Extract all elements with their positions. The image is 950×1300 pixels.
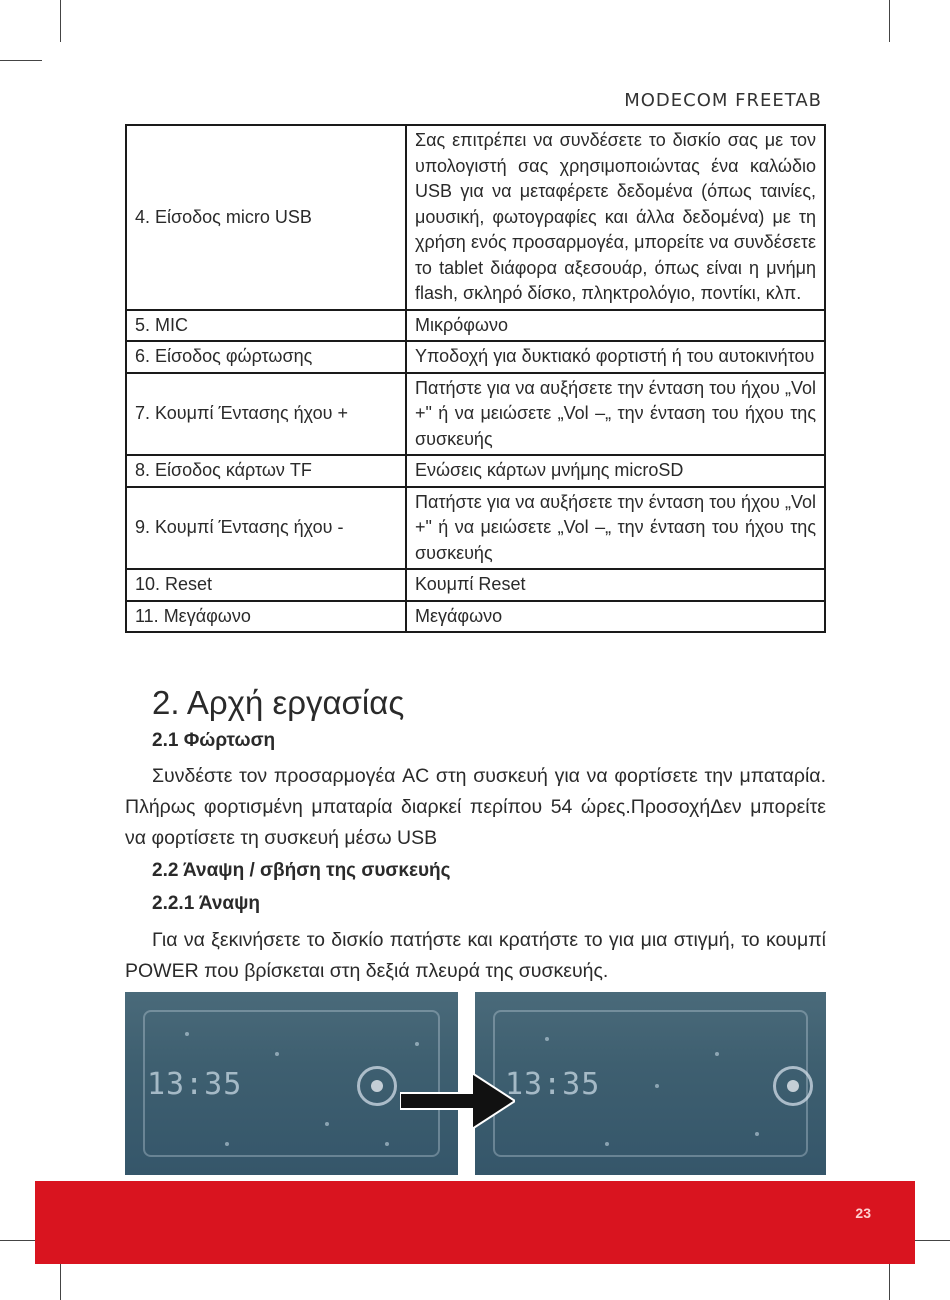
charging-paragraph: Συνδέστε τον προσαρμογέα AC στη συσκευή για να φορτίσετε την μπαταρία. Πλήρως φορτισμένη μπαταρία διαρκεί περίπου 54 ώρες.ΠροσοχήΔεν μπορείτε να φορτίσετε τη συσκευή μέσω USB	[125, 765, 826, 849]
table-row	[126, 569, 825, 601]
table-row	[126, 601, 825, 633]
row-description: Πατήστε για να αυξήσετε την ένταση του ήχου „Vol +" ή να μειώσετε „Vol –„ την ένταση του ήχου της συσκευής	[406, 373, 825, 456]
table-row	[126, 487, 825, 570]
row-label: 8. Είσοδος κάρτων TF	[126, 455, 406, 487]
row-description: Πατήστε για να αυξήσετε την ένταση του ήχου „Vol +" ή να μειώσετε „Vol –„ την ένταση του ήχου της συσκευής	[406, 487, 825, 570]
row-description: Σας επιτρέπει να συνδέσετε το δισκίο σας με τον υπολογιστή σας χρησιμοποιώντας ένα καλώδιο USB για να μεταφέρετε δεδομένα (όπως ταινίες, μουσική, φωτογραφίες και άλλα δεδομένα) με τη χρήση ενός προσαρμογέα, μπορείτε να συνδέσετε το tablet διάφορα αξεσουάρ, όπως είναι η μνήμη flash, σκληρό δίσκο, πληκτρολόγιο, ποντίκι, κλπ.	[406, 125, 825, 310]
subsection-power-on: 2.2.1 Άναψη	[152, 893, 261, 914]
power-on-paragraph: Για να ξεκινήσετε το δισκίο πατήστε και κρατήστε το για μια στιγμή, το κουμπί POWER που βρίσκεται στη δεξιά πλευρά της συσκευής.	[125, 929, 826, 982]
water-drop	[545, 1037, 549, 1041]
water-drop	[415, 1042, 419, 1046]
row-label: 9. Κουμπί Έντασης ήχου -	[126, 487, 406, 570]
spec-table	[125, 124, 826, 633]
row-label: 6. Είσοδος φώρτωσης	[126, 341, 406, 373]
water-drop	[605, 1142, 609, 1146]
row-label: 10. Reset	[126, 569, 406, 601]
row-label: 4. Είσοδος micro USB	[126, 125, 406, 310]
right-arrow-icon	[400, 1073, 515, 1129]
footer-bar	[35, 1181, 915, 1264]
water-drop	[755, 1132, 759, 1136]
row-label: 5. MIC	[126, 310, 406, 342]
crop-mark	[889, 0, 890, 42]
section-title: 2. Αρχή εργασίας	[152, 684, 405, 721]
unlock-ring-icon	[773, 1066, 813, 1106]
water-drop	[275, 1052, 279, 1056]
row-description: Μικρόφωνο	[406, 310, 825, 342]
water-drop	[325, 1122, 329, 1126]
water-drop	[385, 1142, 389, 1146]
water-drop	[225, 1142, 229, 1146]
row-label: 11. Μεγάφωνο	[126, 601, 406, 633]
subsection-power: 2.2 Άναψη / σβήση της συσκευής	[152, 860, 451, 881]
row-description: Ενώσεις κάρτων μνήμης microSD	[406, 455, 825, 487]
water-drop	[715, 1052, 719, 1056]
table-row	[126, 373, 825, 456]
table-row	[126, 125, 825, 310]
row-description: Υποδοχή για δυκτιακό φορτιστή ή του αυτοκινήτου	[406, 341, 825, 373]
clock-text: 13:35	[505, 1067, 601, 1102]
subsection-charging: 2.1 Φώρτωση	[152, 730, 276, 751]
water-drop	[185, 1032, 189, 1036]
row-label: 7. Κουμπί Έντασης ήχου +	[126, 373, 406, 456]
table-row	[126, 310, 825, 342]
crop-mark	[0, 60, 42, 61]
crop-mark	[889, 1258, 890, 1300]
page-number: 23	[855, 1205, 871, 1221]
brand-header: MODECOM FREETAB	[624, 90, 822, 111]
row-description: Μεγάφωνο	[406, 601, 825, 633]
table-row	[126, 341, 825, 373]
lockscreen-after-image	[475, 992, 826, 1175]
crop-mark	[60, 1258, 61, 1300]
crop-mark	[60, 0, 61, 42]
unlock-ring-icon	[357, 1066, 397, 1106]
row-description: Κουμπί Reset	[406, 569, 825, 601]
clock-text: 13:35	[147, 1067, 243, 1102]
table-row	[126, 455, 825, 487]
water-drop	[655, 1084, 659, 1088]
